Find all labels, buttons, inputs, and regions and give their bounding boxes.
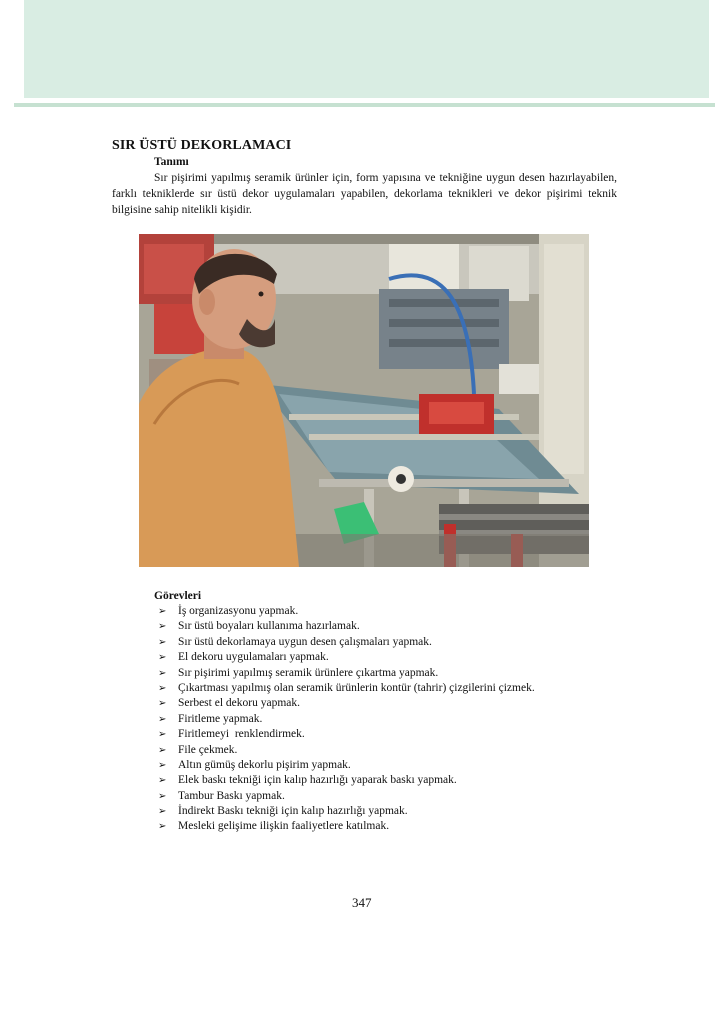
list-item-text: Altın gümüş dekorlu pişirim yapmak. <box>178 758 351 771</box>
tasks-list <box>158 604 535 835</box>
arrow-bullet-icon: ➢ <box>158 606 167 617</box>
arrow-bullet-icon: ➢ <box>158 790 167 802</box>
arrow-bullet-icon: ➢ <box>158 775 167 787</box>
arrow-bullet-icon: ➢ <box>158 698 167 710</box>
list-item-text: İş organizasyonu yapmak. <box>178 605 299 617</box>
list-item-text: Mesleki gelişime ilişkin faaliyetlere katılmak. <box>178 820 390 833</box>
arrow-bullet-icon: ➢ <box>158 821 167 833</box>
list-item-text: Tambur Baskı yapmak. <box>178 789 285 802</box>
arrow-bullet-icon: ➢ <box>158 667 167 679</box>
arrow-bullet-icon: ➢ <box>158 713 167 725</box>
list-item-text: Firitlemeyi renklendirmek. <box>178 728 305 741</box>
list-item <box>158 635 535 650</box>
photo-illustration <box>139 234 589 567</box>
arrow-bullet-icon: ➢ <box>158 621 167 633</box>
list-item <box>158 712 535 727</box>
list-item-text: El dekoru uygulamaları yapmak. <box>178 651 329 664</box>
list-item <box>158 681 535 696</box>
list-item-text: İndirekt Baskı tekniği için kalıp hazırlığı yapmak. <box>178 805 408 818</box>
list-item <box>158 650 535 665</box>
list-item <box>158 727 535 742</box>
list-item <box>158 789 535 804</box>
list-item <box>158 666 535 681</box>
list-item-text: Sır pişirimi yapılmış seramik ürünlere çıkartma yapmak. <box>178 666 439 679</box>
arrow-bullet-icon: ➢ <box>158 744 167 756</box>
list-item <box>158 758 535 773</box>
list-item <box>158 819 535 834</box>
arrow-bullet-icon: ➢ <box>158 682 167 694</box>
list-item-text: Elek baskı tekniği için kalıp hazırlığı yaparak baskı yapmak. <box>178 774 457 787</box>
list-item-text: Sır üstü dekorlamaya uygun desen çalışmaları yapmak. <box>178 635 432 648</box>
tasks-heading: Görevleri <box>154 590 202 602</box>
arrow-bullet-icon: ➢ <box>158 729 167 741</box>
description-paragraph: Sır pişirimi yapılmış seramik ürünler için, form yapısına ve tekniğine uygun desen hazırlayabilen, farklı tekniklerde sır üstü dekor uygulamaları yapabilen, dekorlama teknikleri ve dekor pişirimi teknik bilgisine sahip nitelikli kişidir. <box>112 172 617 216</box>
list-item <box>158 619 535 634</box>
arrow-bullet-icon: ➢ <box>158 636 167 648</box>
page-number: 347 <box>352 895 372 910</box>
section-subtitle: Tanımı <box>154 156 189 168</box>
worker-photo <box>139 234 589 567</box>
list-item <box>158 696 535 711</box>
list-item-text: Serbest el dekoru yapmak. <box>178 697 300 710</box>
arrow-bullet-icon: ➢ <box>158 759 167 771</box>
list-item-text: File çekmek. <box>178 743 238 756</box>
section-title: SIR ÜSTÜ DEKORLAMACI <box>112 138 292 153</box>
list-item-text: Çıkartması yapılmış olan seramik ürünlerin kontür (tahrir) çizgilerini çizmek. <box>178 681 535 694</box>
list-item <box>158 804 535 819</box>
arrow-bullet-icon: ➢ <box>158 806 167 818</box>
list-item <box>158 743 535 758</box>
list-item-text: Sır üstü boyaları kullanıma hazırlamak. <box>178 620 360 633</box>
list-item-text: Firitleme yapmak. <box>178 712 263 725</box>
arrow-bullet-icon: ➢ <box>158 652 167 664</box>
list-item <box>158 604 535 619</box>
list-item <box>158 773 535 788</box>
header-divider <box>14 103 715 107</box>
header-band <box>24 0 709 98</box>
